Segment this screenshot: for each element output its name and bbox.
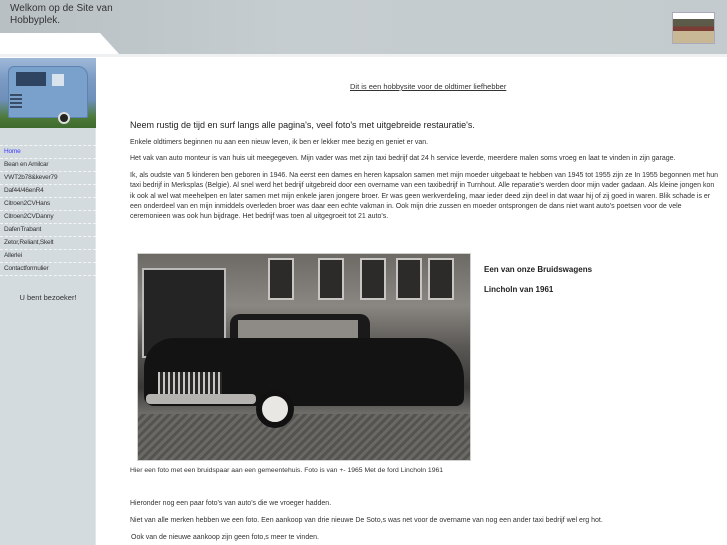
paragraph: Ook van de nieuwe aankoop zijn geen foto,s meer te vinden. [131, 534, 319, 541]
car-wheel-shape [256, 390, 294, 428]
sidebar [0, 128, 96, 545]
nav-item-daf-en-trabant[interactable]: DafenTrabant [0, 224, 96, 237]
nav-item-daf-r4[interactable]: Daf44/46enR4 [0, 185, 96, 198]
tagline-link[interactable]: Dit is een hobbysite voor de oldtimer liefhebber [350, 82, 507, 91]
nav-item-bean-en-amilcar[interactable]: Bean en Amilcar [0, 159, 96, 172]
building-window-shape [360, 258, 386, 300]
nav-item-home[interactable]: Home [0, 146, 96, 159]
header-cars-thumbnail [672, 12, 715, 44]
nav-item-allerlei[interactable]: Allerlei [0, 250, 96, 263]
photo-caption: Hier een foto met een bruidspaar aan een gemeentehuis. Foto is van +- 1965 Met de ford Lincholn 1961 [130, 467, 444, 474]
lincoln-wedding-car-photo [137, 253, 471, 461]
intro-heading: Neem rustig de tijd en surf langs alle pagina's, veel foto's met uitgebreide restauratie's. [130, 120, 475, 130]
nav-item-citroen-2cv-hans[interactable]: Citroen2CVHans [0, 198, 96, 211]
car-grille-shape [158, 372, 222, 394]
building-window-shape [318, 258, 344, 300]
van-window-shape [16, 72, 46, 86]
citroen-van-photo [0, 58, 96, 128]
site-title: Welkom op de Site van Hobbyplek. [10, 3, 113, 26]
paragraph: Ik, als oudste van 5 kinderen ben geboren in 1946. Na eerst een dames en heren kapsalon samen met mijn moeder uitgebaat te hebben van 1945 tot 1955 zijn ze In 1955 begonnen met hun taxi bedrijf in Merksplas (Belgie). Al snel werd het bedrijf uitgebreid door een overname van een taxibedrijf in Turnhout. Alle reparatie's werden door mijn vader gadaan. Als kleine jongen kon ik ook al wel wat meehelpen en later samen met mijn enkele jaren jongere broer. Er was geen werkverdeling, maar ieder deed zijn deel in dat waar hij of zij goed in waren. Blik schade is er een onderdeel van en mijn inmiddels overleden broer was daar een echte vakman in. Ook mijn drie zussen en moeder ontsprongen de dans niet want auto's poetsen voor de vele ceremonieen was ook hun bijdrage. Het bedrijf was toen al uitgegroeit tot 21 auto's. [130, 172, 719, 221]
sidebar-nav [0, 145, 96, 276]
visitor-counter-text: U bent bezoeker! [19, 293, 77, 302]
car-bumper-shape [146, 394, 256, 404]
site-header [0, 0, 727, 55]
paragraph: Het vak van auto monteur is van huis uit meegegeven. Mijn vader was met zijn taxi bedrijf dat 24 h service leverde, meerdere malen soms vroeg en laat te vinden in zijn garage. [130, 155, 676, 162]
van-grille-shape [10, 92, 22, 108]
photo-side-caption-subtitle: Lincholn van 1961 [484, 285, 554, 294]
building-window-shape [428, 258, 454, 300]
nav-item-zetor-reliant-skelt[interactable]: Zetor,Reliant,Skelt [0, 237, 96, 250]
nav-item-vw-t2b-kever[interactable]: VWT2b78&kever79 [0, 172, 96, 185]
street-shape [138, 414, 471, 461]
building-window-shape [396, 258, 422, 300]
paragraph: Niet van alle merken hebben we een foto. Een aankoop van drie nieuwe De Soto,s was net voor de overname van nog een ander taxi bedrijf wel erg hot. [130, 517, 603, 524]
photo-side-caption-title: Een van onze Bruidswagens [484, 265, 593, 274]
paragraph: Enkele oldtimers beginnen nu aan een nieuw leven, ik ben er lekker mee bezig en geniet er van. [130, 139, 429, 146]
paragraph: Hieronder nog een paar foto's van auto's die we vroeger hadden. [130, 500, 332, 507]
building-window-shape [268, 258, 294, 300]
nav-item-contactformulier[interactable]: Contactformulier [0, 263, 96, 276]
nav-item-citroen-2cv-danny[interactable]: Citroen2CVDanny [0, 211, 96, 224]
van-window-shape [52, 74, 64, 86]
van-wheel-shape [58, 112, 70, 124]
header-divider [0, 54, 727, 57]
